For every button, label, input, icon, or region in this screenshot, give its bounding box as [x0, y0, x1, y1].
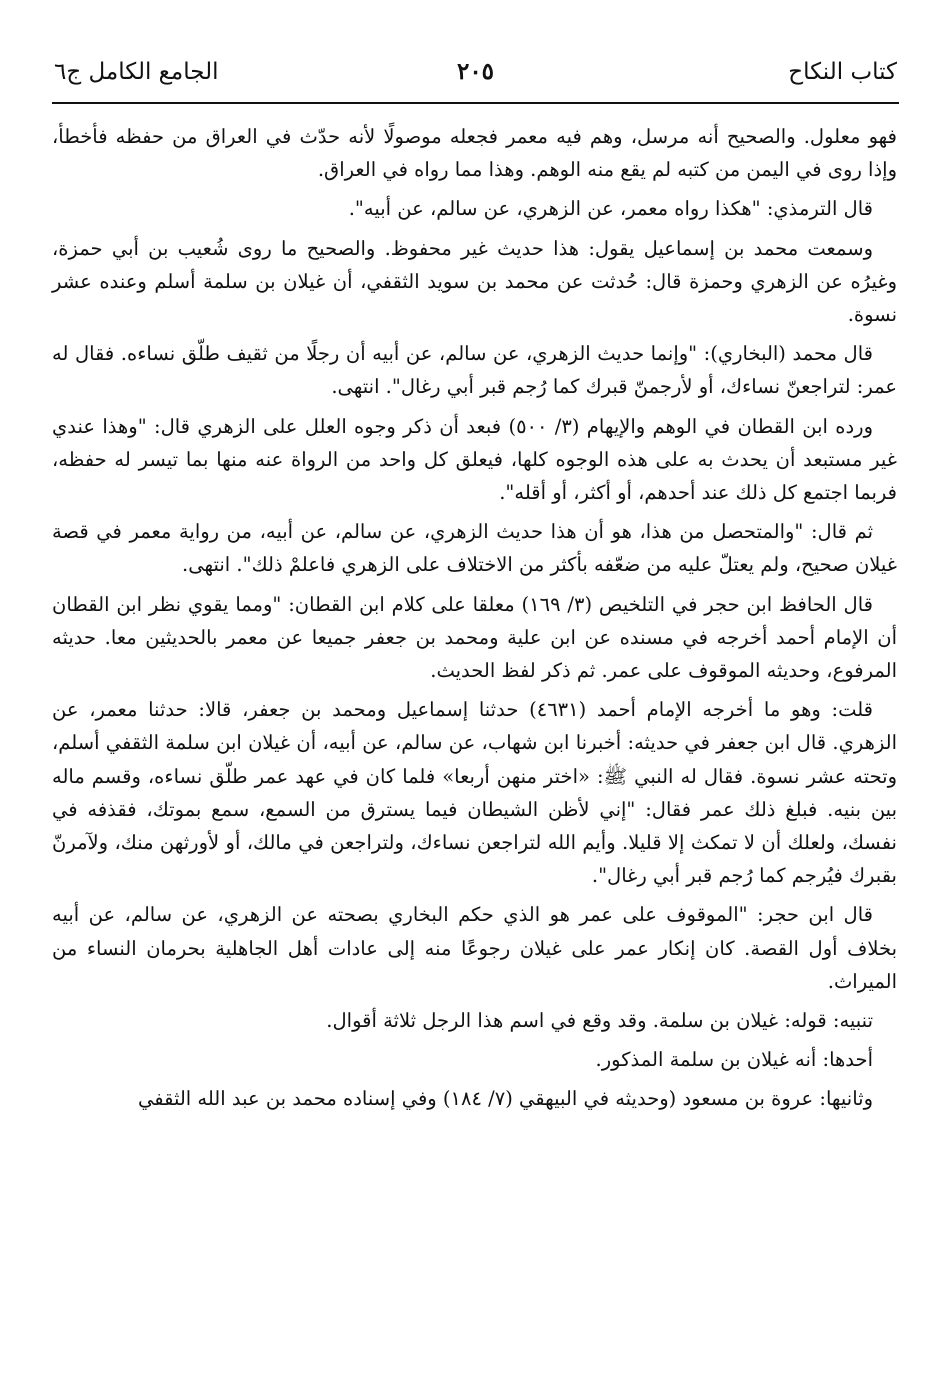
paragraph: ثم قال: "والمتحصل من هذا، هو أن هذا حديث الزهري، عن سالم، عن أبيه، من رواية معمر في قصة غيلان صحيح، ولم يعتلّ عليه من ضعّفه بأكثر من الاختلاف على الزهري فاعلمْ ذلك". انتهى. — [52, 520, 897, 577]
paragraph: فهو معلول. والصحيح أنه مرسل، وهم فيه معمر فجعله موصولًا لأنه حدّث في العراق من حفظه فأخطأ، وإذا روى في اليمن من كتبه لم يقع منه الوهم. وهذا مما رواه في العراق. — [52, 125, 897, 182]
paragraph: وثانيها: عروة بن مسعود (وحديثه في البيهقي (٧/ ١٨٤) وفي إسناده محمد بن عبد الله الثقفي — [137, 1087, 873, 1111]
paragraph: تنبيه: قوله: غيلان بن سلمة. وقد وقع في اسم هذا الرجل ثلاثة أقوال. — [326, 1009, 873, 1033]
paragraph: وسمعت محمد بن إسماعيل يقول: هذا حديث غير محفوظ. والصحيح ما روى شُعيب بن أبي حمزة، وغيرُه عن الزهري وحمزة قال: حُدثت عن محمد بن سويد الثقفي، أن غيلان بن سلمة أسلم وعنده عشر نسوة. — [52, 236, 897, 327]
paragraph: قال الترمذي: "هكذا رواه معمر، عن الزهري، عن سالم، عن أبيه". — [348, 197, 873, 221]
paragraph: قال الحافظ ابن حجر في التلخيص (٣/ ١٦٩) معلقا على كلام ابن القطان: "ومما يقوي نظر ابن القطان أن الإمام أحمد أخرجه في مسنده عن ابن علية ومحمد بن جعفر جميعا عن معمر بالحديثين معا. حديثه المرفوع، وحديثه الموقوف على عمر. ثم ذكر لفظ الحديث. — [52, 592, 897, 683]
paragraph: أحدها: أنه غيلان بن سلمة المذكور. — [595, 1048, 873, 1072]
paragraph: قال ابن حجر: "الموقوف على عمر هو الذي حكم البخاري بصحته عن الزهري، عن سالم، عن أبيه بخلاف أول القصة. كان إنكار عمر على غيلان رجوعًا منه إلى عادات أهل الجاهلية بحرمان النساء من الميراث. — [52, 903, 897, 993]
chapter-title: كتاب النكاح — [788, 59, 897, 85]
header-rule — [52, 102, 899, 104]
volume-title: الجامع الكامل ج٦ — [54, 59, 219, 85]
paragraph: قال محمد (البخاري): "وإنما حديث الزهري، عن سالم، عن أبيه أن رجلًا من ثقيف طلّق نساءه. فقال له عمر: لتراجعنّ نساءك، أو لأرجمنّ قبرك كما رُجم قبر أبي رغال". انتهى. — [52, 342, 897, 399]
page-body — [52, 120, 897, 1122]
running-header — [52, 56, 899, 100]
page-number: ٢٠٥ — [456, 58, 495, 85]
paragraph: قلت: وهو ما أخرجه الإمام أحمد (٤٦٣١) حدثنا إسماعيل ومحمد بن جعفر، قالا: حدثنا معمر، عن الزهري. قال ابن جعفر في حديثه: أخبرنا ابن شهاب، عن سالم، عن أبيه، أن غيلان ابن سلمة الثقفي أسلم، وتحته عشر نسوة. فقال له النبي ﷺ: «اختر منهن أربعا» فلما كان في عهد عمر طلّق نساءه، وقسم ماله بين بنيه. فبلغ ذلك عمر فقال: "إني لأظن الشيطان فيما يسترق من السمع، سمع بموتك، فقذفه في نفسك، ولعلك أن لا تمكث إلا قليلا. وأيم الله لتراجعن نساءك، ولتراجعن في مالك، أو لأورثهن منك، ولآمرنّ بقبرك فيُرجم كما رُجم قبر أبي رغال". — [52, 698, 897, 888]
paragraph: ورده ابن القطان في الوهم والإيهام (٣/ ٥٠٠) فبعد أن ذكر وجوه العلل على الزهري قال: "وهذا عندي غير مستبعد أن يحدث به على هذه الوجوه كلها، فيعلق كل واحد من الرواة عنه منها بما تيسر له حفظه، فربما اجتمع كل ذلك عند أحدهم، أو أكثر، أو أقله". — [52, 414, 897, 505]
